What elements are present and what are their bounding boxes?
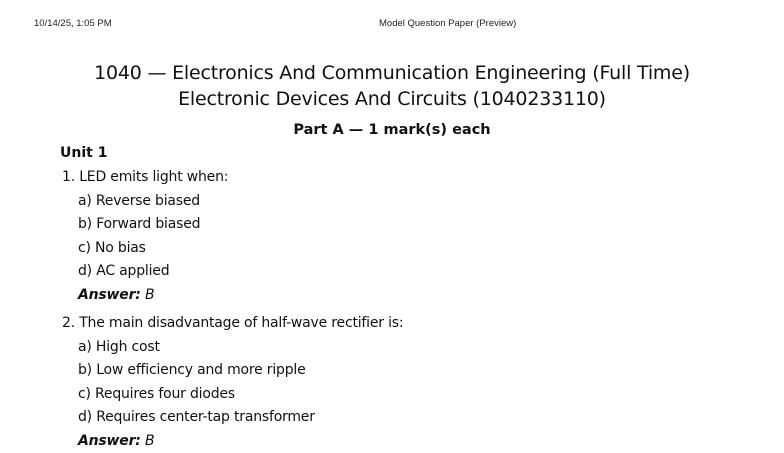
- option-a: a) Reverse biased: [62, 190, 228, 214]
- title-line-1: 1040 — Electronics And Communication Engineering (Full Time): [0, 60, 784, 86]
- question-text: 1. LED emits light when:: [62, 166, 228, 190]
- question-1: [62, 166, 228, 307]
- answer: [62, 430, 403, 453]
- unit-title: Unit 1: [60, 145, 107, 161]
- answer-value: B: [145, 433, 154, 449]
- part-title: Part A — 1 mark(s) each: [0, 122, 784, 138]
- answer: [62, 284, 228, 308]
- answer-value: B: [145, 287, 154, 303]
- print-header: [0, 18, 784, 32]
- option-b: b) Low efficiency and more ripple: [62, 359, 403, 383]
- option-d: d) AC applied: [62, 260, 228, 284]
- question-text: 2. The main disadvantage of half-wave rectifier is:: [62, 312, 403, 336]
- question-2: [62, 312, 403, 453]
- document-title: [0, 60, 784, 112]
- print-date: 10/14/25, 1:05 PM: [34, 18, 112, 29]
- option-d: d) Requires center-tap transformer: [62, 406, 403, 430]
- answer-label: Answer:: [78, 287, 141, 303]
- option-b: b) Forward biased: [62, 213, 228, 237]
- answer-label: Answer:: [78, 433, 141, 449]
- option-c: c) Requires four diodes: [62, 383, 403, 407]
- title-line-2: Electronic Devices And Circuits (1040233110): [0, 86, 784, 112]
- print-title: Model Question Paper (Preview): [379, 18, 516, 29]
- option-a: a) High cost: [62, 336, 403, 360]
- option-c: c) No bias: [62, 237, 228, 261]
